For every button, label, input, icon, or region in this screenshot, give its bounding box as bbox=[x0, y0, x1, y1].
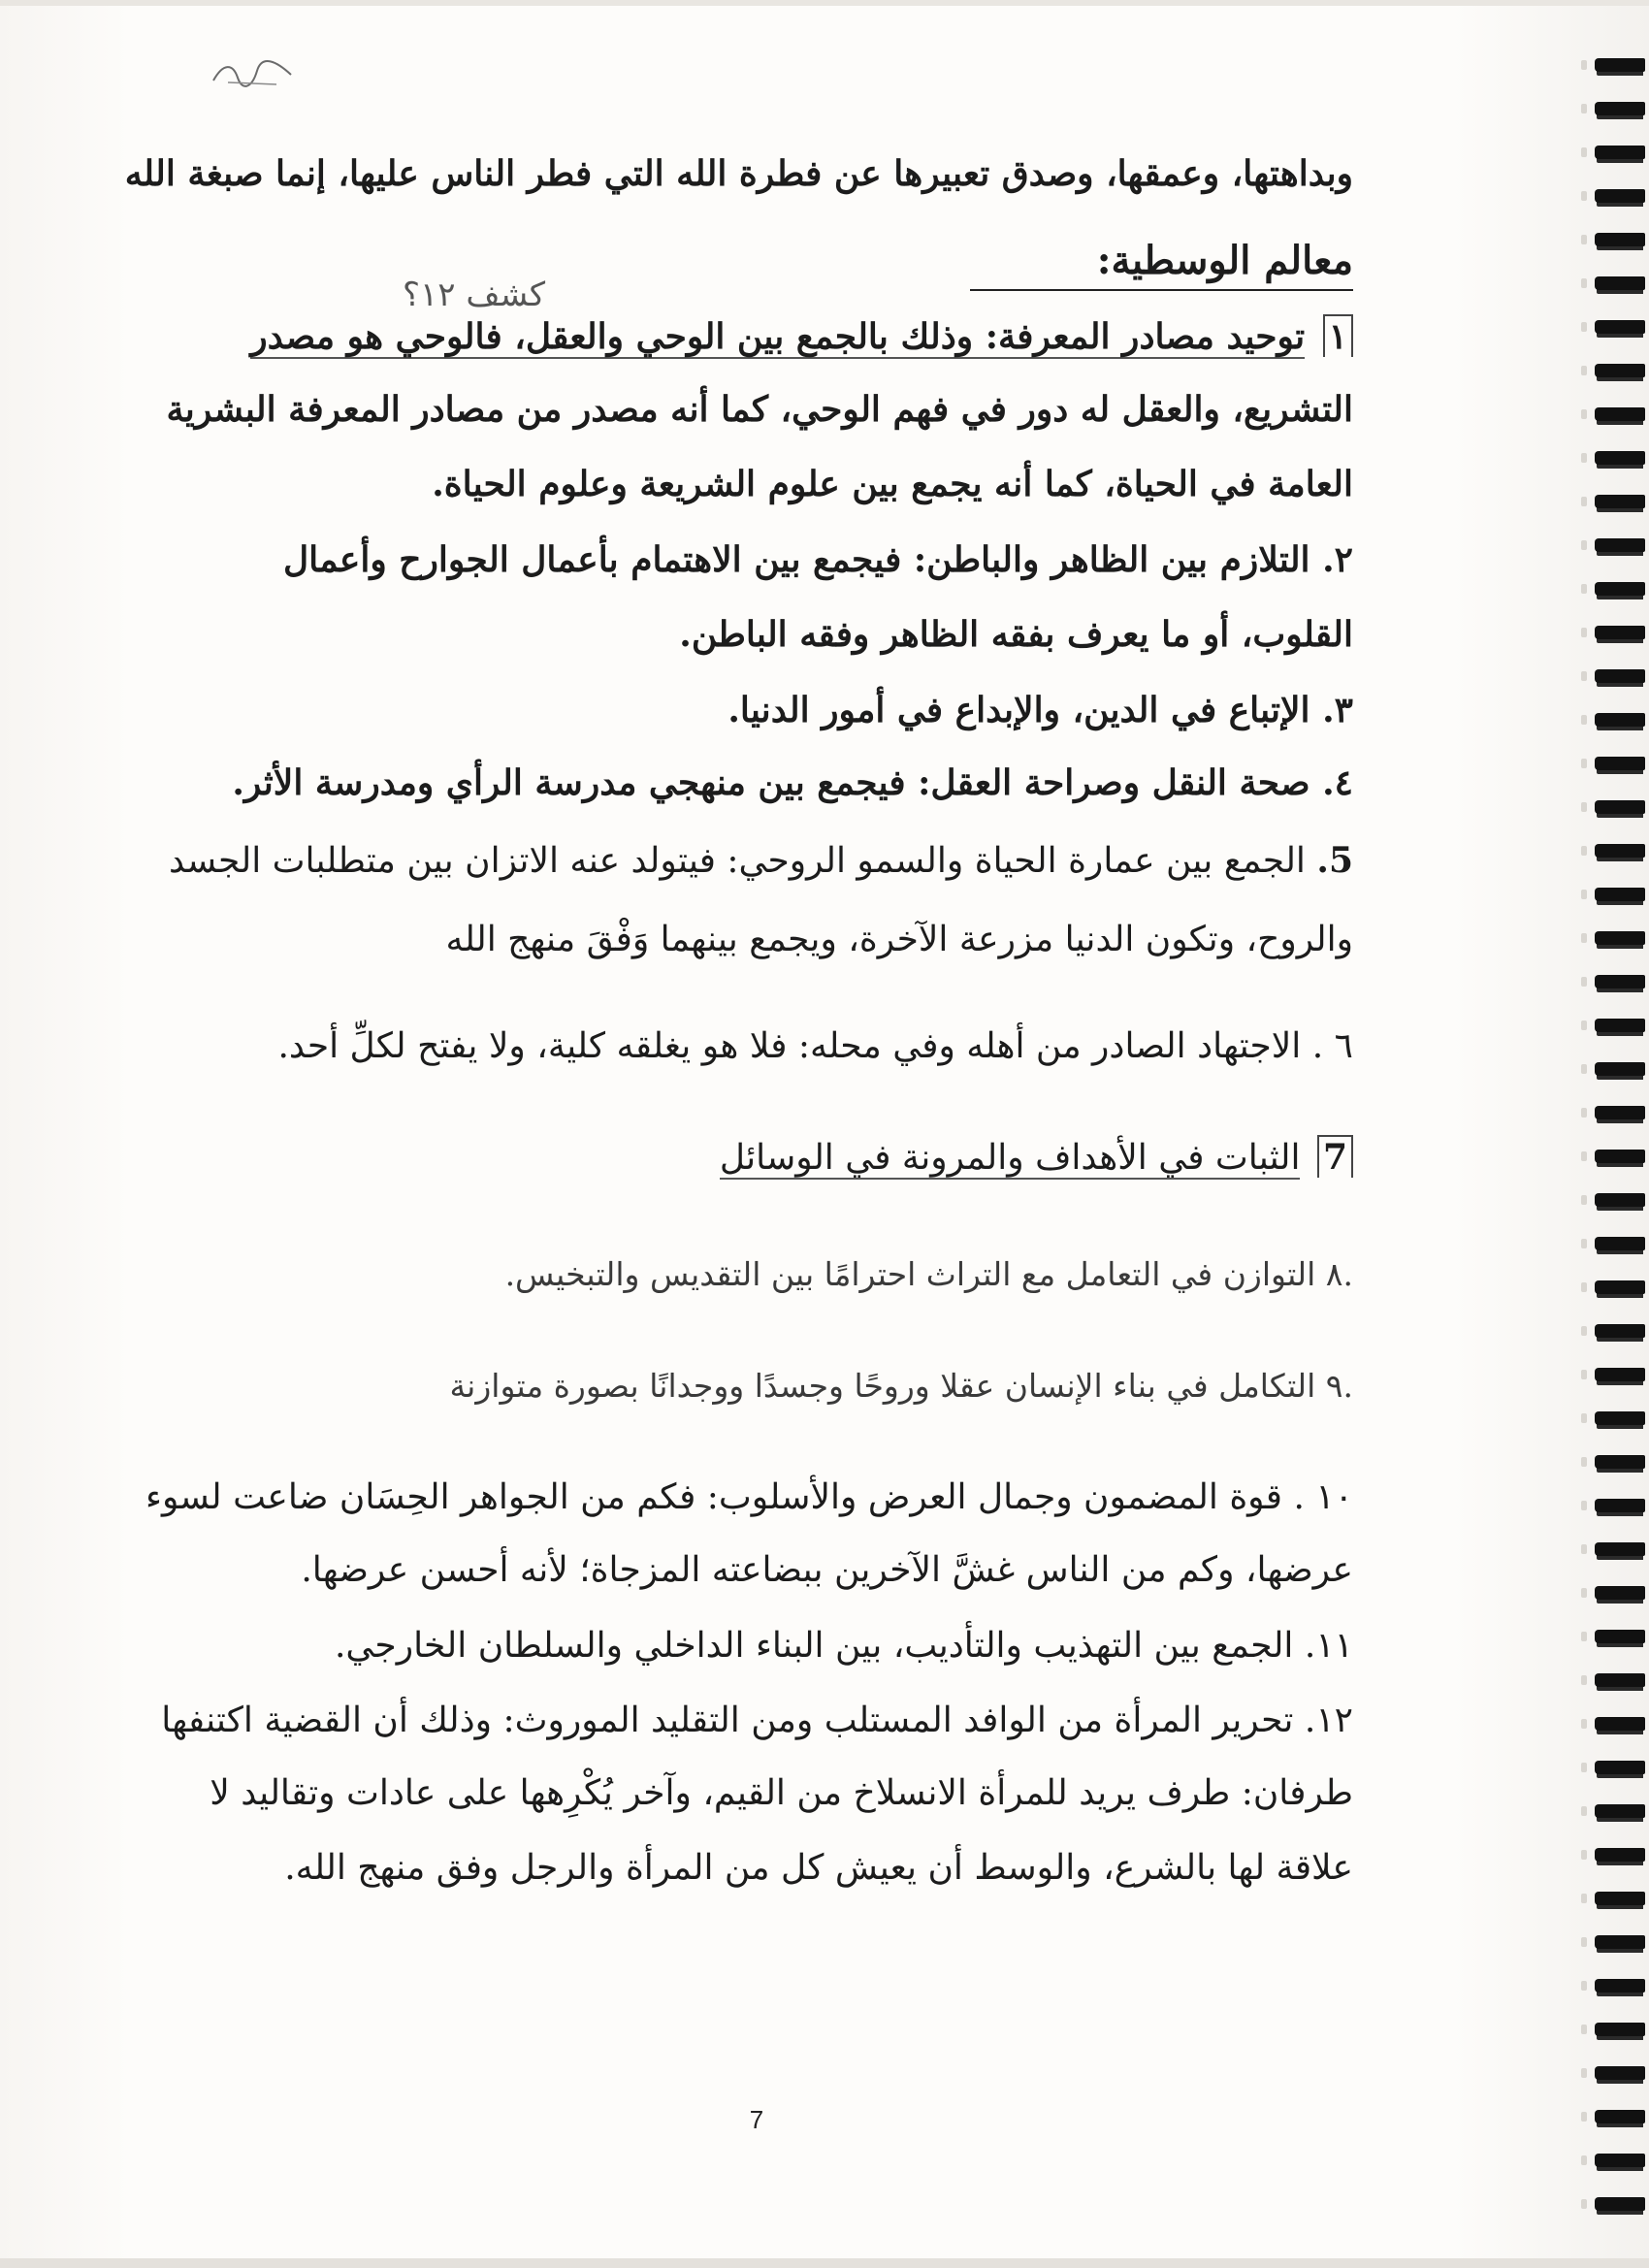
binding-ring bbox=[1595, 2197, 1645, 2211]
binding-ring bbox=[1595, 626, 1645, 639]
item-line: تحرير المرأة من الوافد المستلب ومن التقليد الموروث: وذلك أن القضية اكتنفها bbox=[161, 1701, 1294, 1740]
binding-ring bbox=[1595, 538, 1645, 552]
binding-ring bbox=[1595, 1630, 1645, 1643]
binding-ring bbox=[1595, 495, 1645, 508]
section-heading: معالم الوسطية: bbox=[970, 233, 1353, 291]
list-item-4 bbox=[232, 755, 1353, 811]
binding-ring bbox=[1595, 669, 1645, 683]
binding-hole bbox=[1581, 2112, 1587, 2122]
list-item-12-line-2: طرفان: طرف يريد للمرأة الانسلاخ من القيم، وآخر يُكْرِهها على عادات وتقاليد لا bbox=[210, 1773, 1353, 1813]
intro-line: وبداهتها، وعمقها، وصدق تعبيرها عن فطرة الله التي فطر الناس عليها، إنما صبغة الله bbox=[124, 153, 1353, 194]
list-item-12-line-3: علاقة لها بالشرع، والوسط أن يعيش كل من المرأة والرجل وفق منهج الله. bbox=[284, 1848, 1353, 1888]
binding-hole bbox=[1581, 1937, 1587, 1947]
binding-ring bbox=[1595, 451, 1645, 465]
binding-hole bbox=[1581, 278, 1587, 288]
binding-hole bbox=[1581, 1151, 1587, 1161]
binding-hole bbox=[1581, 977, 1587, 987]
binding-hole bbox=[1581, 1064, 1587, 1074]
binding-hole bbox=[1581, 715, 1587, 725]
item-line: قوة المضمون وجمال العرض والأسلوب: فكم من الجواهر الحِسَان ضاعت لسوء bbox=[146, 1477, 1282, 1517]
spiral-binding bbox=[1589, 58, 1649, 2251]
binding-ring bbox=[1595, 1542, 1645, 1556]
binding-ring bbox=[1595, 276, 1645, 290]
binding-ring bbox=[1595, 1499, 1645, 1512]
item-number: ١٢. bbox=[1304, 1701, 1353, 1740]
binding-ring bbox=[1595, 1935, 1645, 1949]
binding-hole bbox=[1581, 584, 1587, 594]
binding-hole bbox=[1581, 1326, 1587, 1336]
binding-ring bbox=[1595, 1848, 1645, 1862]
list-item-3 bbox=[286, 682, 1353, 738]
item-line: صحة النقل وصراحة العقل: فيجمع بين منهجي مدرسة الرأي ومدرسة الأثر. bbox=[232, 762, 1310, 803]
binding-ring bbox=[1595, 1106, 1645, 1119]
item-line: التكامل في بناء الإنسان عقلا وروحًا وجسدًا ووجدانًا بصورة متوازنة bbox=[449, 1367, 1316, 1405]
binding-ring bbox=[1595, 800, 1645, 814]
binding-ring bbox=[1595, 58, 1645, 72]
item-number: ١١. bbox=[1304, 1626, 1353, 1666]
item-number: ٣. bbox=[1322, 690, 1353, 730]
binding-ring bbox=[1595, 1804, 1645, 1818]
binding-ring bbox=[1595, 757, 1645, 770]
binding-hole bbox=[1581, 1981, 1587, 1991]
binding-hole bbox=[1581, 1413, 1587, 1423]
binding-hole bbox=[1581, 1544, 1587, 1554]
list-item-1-line-2: التشريع، والعقل له دور في فهم الوحي، كما أنه مصدر من مصادر المعرفة البشرية bbox=[166, 389, 1353, 430]
binding-ring bbox=[1595, 975, 1645, 988]
binding-ring bbox=[1595, 1324, 1645, 1338]
binding-hole bbox=[1581, 1108, 1587, 1118]
binding-ring bbox=[1595, 2023, 1645, 2036]
list-item-6 bbox=[277, 1019, 1353, 1075]
binding-hole bbox=[1581, 628, 1587, 637]
binding-ring bbox=[1595, 146, 1645, 159]
binding-ring bbox=[1595, 2066, 1645, 2080]
item-line: توحيد مصادر المعرفة: وذلك بالجمع بين الوحي والعقل، فالوحي هو مصدر bbox=[250, 316, 1306, 357]
binding-hole bbox=[1581, 409, 1587, 419]
binding-ring bbox=[1595, 1193, 1645, 1207]
handwritten-initials-mark bbox=[209, 53, 296, 92]
binding-ring bbox=[1595, 582, 1645, 596]
binding-ring bbox=[1595, 1062, 1645, 1076]
list-item-11 bbox=[286, 1618, 1353, 1674]
list-item-10-line-2: عرضها، وكم من الناس غشَّ الآخرين ببضاعته المزجاة؛ لأنه أحسن عرضها. bbox=[301, 1550, 1353, 1590]
binding-hole bbox=[1581, 1501, 1587, 1510]
binding-ring bbox=[1595, 931, 1645, 945]
binding-hole bbox=[1581, 2155, 1587, 2165]
binding-hole bbox=[1581, 890, 1587, 899]
item-number: .٨ bbox=[1325, 1255, 1353, 1293]
binding-hole bbox=[1581, 759, 1587, 768]
binding-hole bbox=[1581, 933, 1587, 943]
list-item-12 bbox=[161, 1693, 1353, 1749]
binding-hole bbox=[1581, 1588, 1587, 1598]
binding-ring bbox=[1595, 1717, 1645, 1731]
list-item-10 bbox=[146, 1470, 1353, 1526]
binding-hole bbox=[1581, 453, 1587, 463]
item-number: ١ bbox=[1323, 314, 1353, 357]
list-item-5-line-2: والروح، وتكون الدنيا مزرعة الآخرة، ويجمع بينهما وَفْقَ منهج الله bbox=[445, 920, 1353, 959]
binding-ring bbox=[1595, 1586, 1645, 1600]
item-line: الجمع بين عمارة الحياة والسمو الروحي: فيتولد عنه الاتزان بين متطلبات الجسد bbox=[168, 841, 1306, 881]
binding-ring bbox=[1595, 1150, 1645, 1163]
binding-hole bbox=[1581, 1195, 1587, 1205]
binding-hole bbox=[1581, 671, 1587, 681]
item-line: الجمع بين التهذيب والتأديب، بين البناء الداخلي والسلطان الخارجي. bbox=[334, 1626, 1294, 1666]
item-number: 7 bbox=[1317, 1135, 1353, 1178]
binding-hole bbox=[1581, 1021, 1587, 1030]
binding-ring bbox=[1595, 713, 1645, 727]
binding-hole bbox=[1581, 2199, 1587, 2209]
binding-hole bbox=[1581, 322, 1587, 332]
item-number: ٦ . bbox=[1311, 1026, 1353, 1066]
item-number: ٤. bbox=[1322, 762, 1353, 803]
item-line: الإتباع في الدين، والإبداع في أمور الدنيا. bbox=[728, 690, 1310, 730]
binding-hole bbox=[1581, 1719, 1587, 1729]
list-item-2 bbox=[282, 532, 1353, 588]
binding-hole bbox=[1581, 147, 1587, 157]
list-item-7 bbox=[719, 1130, 1353, 1186]
item-line: الثبات في الأهداف والمرونة في الوسائل bbox=[719, 1138, 1301, 1178]
page-top-edge bbox=[0, 0, 1649, 6]
list-item-8 bbox=[286, 1247, 1353, 1303]
binding-ring bbox=[1595, 1237, 1645, 1250]
binding-hole bbox=[1581, 1763, 1587, 1772]
binding-ring bbox=[1595, 844, 1645, 858]
list-item-9 bbox=[286, 1358, 1353, 1414]
item-line: الاجتهاد الصادر من أهله وفي محله: فلا هو يغلقه كلية، ولا يفتح لكلِّ أحد. bbox=[277, 1026, 1302, 1066]
binding-hole bbox=[1581, 60, 1587, 70]
binding-hole bbox=[1581, 1239, 1587, 1248]
binding-ring bbox=[1595, 1019, 1645, 1032]
item-number: ١٠ . bbox=[1293, 1477, 1353, 1517]
binding-hole bbox=[1581, 2025, 1587, 2034]
binding-hole bbox=[1581, 191, 1587, 201]
binding-ring bbox=[1595, 233, 1645, 246]
binding-ring bbox=[1595, 1280, 1645, 1294]
binding-ring bbox=[1595, 320, 1645, 334]
list-item-1 bbox=[250, 308, 1353, 365]
page-number: 7 bbox=[749, 2105, 764, 2134]
binding-hole bbox=[1581, 2068, 1587, 2078]
binding-hole bbox=[1581, 1850, 1587, 1860]
margin-note-text: كشف ١٢؟ bbox=[403, 275, 546, 314]
binding-hole bbox=[1581, 1282, 1587, 1292]
binding-ring bbox=[1595, 364, 1645, 377]
item-line: التلازم بين الظاهر والباطن: فيجمع بين الاهتمام بأعمال الجوارح وأعمال bbox=[282, 539, 1310, 580]
binding-hole bbox=[1581, 846, 1587, 856]
binding-hole bbox=[1581, 1675, 1587, 1685]
binding-ring bbox=[1595, 1455, 1645, 1469]
binding-ring bbox=[1595, 2110, 1645, 2123]
binding-hole bbox=[1581, 235, 1587, 244]
item-line: التوازن في التعامل مع التراث احترامًا بين التقديس والتبخيس. bbox=[504, 1255, 1316, 1293]
binding-ring bbox=[1595, 1411, 1645, 1425]
binding-hole bbox=[1581, 1457, 1587, 1467]
binding-ring bbox=[1595, 888, 1645, 901]
item-number: .٩ bbox=[1325, 1367, 1353, 1405]
binding-hole bbox=[1581, 1370, 1587, 1379]
list-item-5 bbox=[168, 832, 1353, 890]
binding-ring bbox=[1595, 1368, 1645, 1381]
binding-hole bbox=[1581, 802, 1587, 812]
binding-ring bbox=[1595, 1761, 1645, 1774]
binding-ring bbox=[1595, 189, 1645, 203]
binding-hole bbox=[1581, 366, 1587, 375]
binding-hole bbox=[1581, 1806, 1587, 1816]
binding-ring bbox=[1595, 102, 1645, 115]
binding-ring bbox=[1595, 1673, 1645, 1687]
binding-hole bbox=[1581, 1894, 1587, 1903]
item-number: ٢. bbox=[1322, 539, 1353, 580]
binding-hole bbox=[1581, 540, 1587, 550]
binding-ring bbox=[1595, 1892, 1645, 1905]
list-item-2-line-2: القلوب، أو ما يعرف بفقه الظاهر وفقه الباطن. bbox=[679, 614, 1353, 655]
binding-hole bbox=[1581, 497, 1587, 506]
binding-hole bbox=[1581, 104, 1587, 113]
binding-ring bbox=[1595, 2154, 1645, 2167]
item-number: 5. bbox=[1316, 840, 1353, 881]
list-item-1-line-3: العامة في الحياة، كما أنه يجمع بين علوم الشريعة وعلوم الحياة. bbox=[432, 464, 1353, 504]
page-bottom-edge bbox=[0, 2258, 1649, 2268]
binding-ring bbox=[1595, 1979, 1645, 1993]
binding-ring bbox=[1595, 407, 1645, 421]
binding-hole bbox=[1581, 1632, 1587, 1641]
